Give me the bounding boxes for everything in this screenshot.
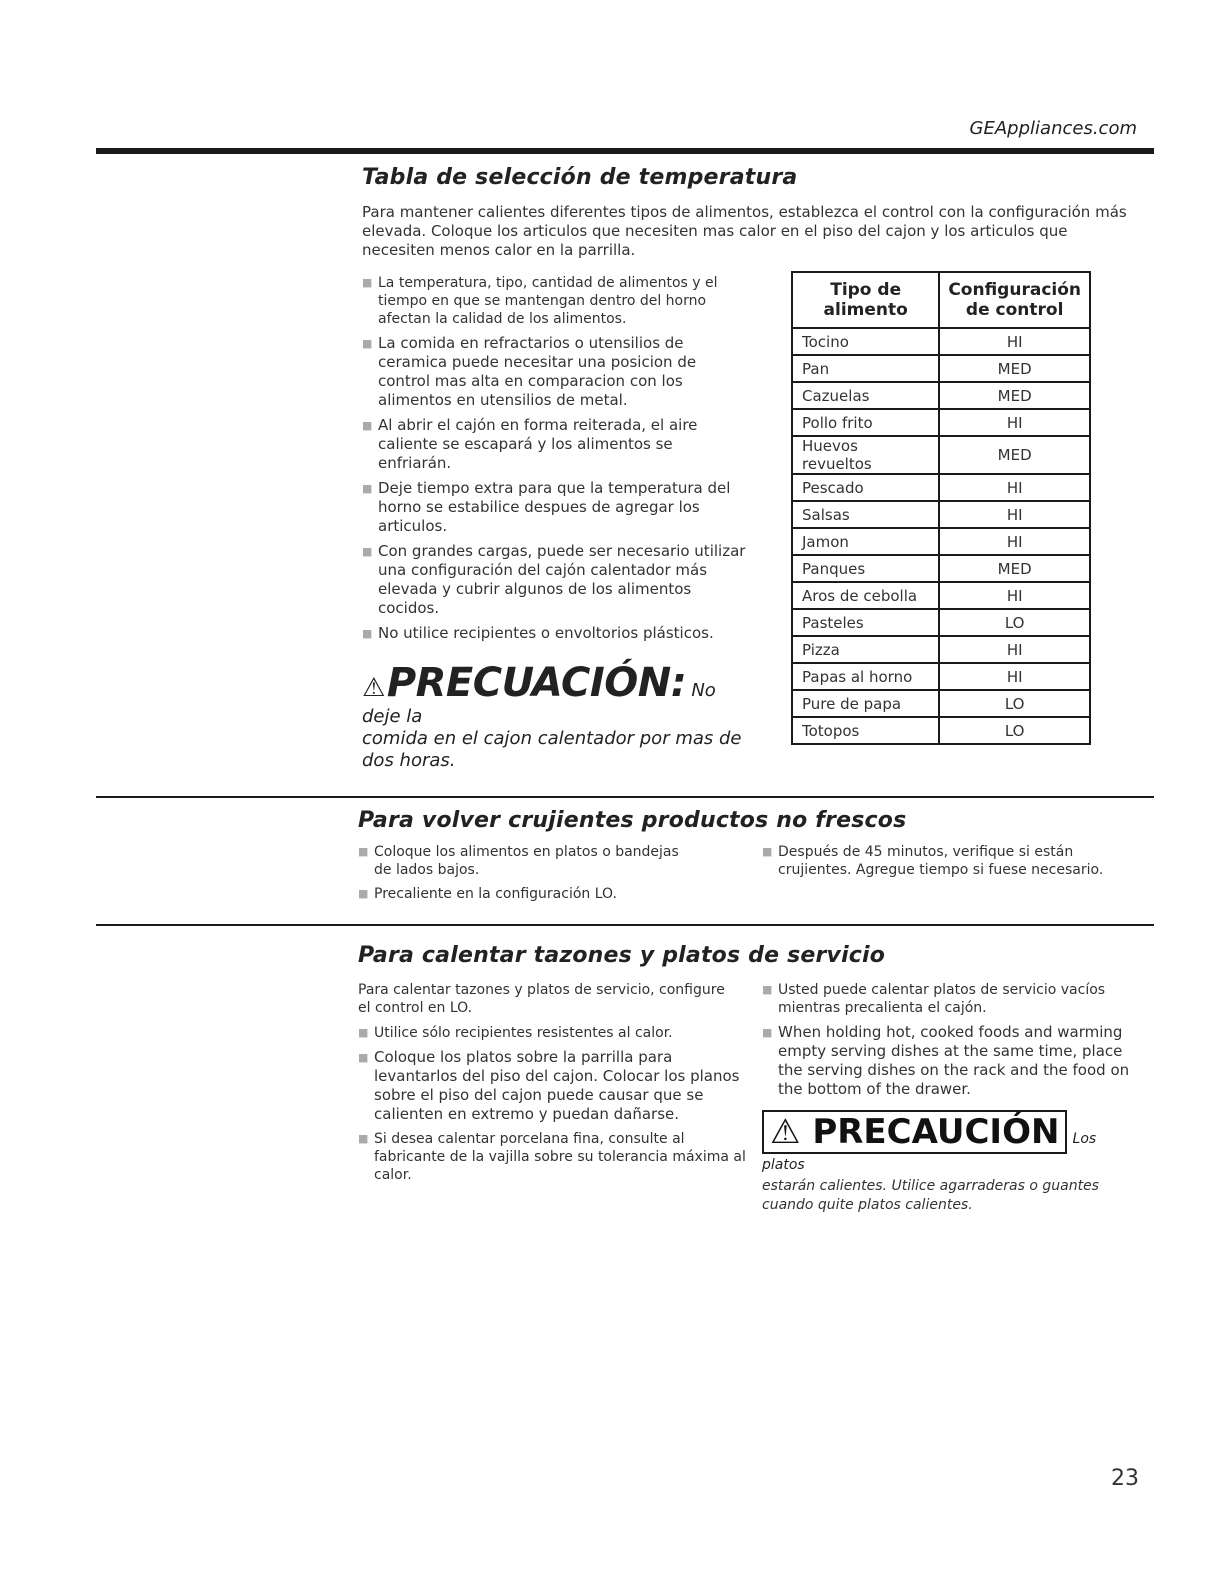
list-item: ■ Con grandes cargas, puede ser necesario utilizar una configuración del cajón calentador más elevada y cubrir algunos de los alimentos cocidos. <box>362 542 747 618</box>
setting-cell: MED <box>939 555 1090 582</box>
warning-icon: ⚠ <box>362 673 385 703</box>
table-row <box>792 528 1090 555</box>
list-item: ■ Si desea calentar porcelana fina, consulte al fabricante de la vajilla sobre su tolerancia máxima al calor. <box>358 1130 748 1184</box>
food-cell: Panques <box>792 555 939 582</box>
header-rule <box>96 148 1154 154</box>
caution-lead: No deje la <box>362 680 716 727</box>
setting-cell: MED <box>939 436 1090 474</box>
list-item: ■ Coloque los platos sobre la parrilla para levantarlos del piso del cajon. Colocar los planos sobre el piso del cajon puede causar que se calienten en extremo y puedan dañarse. <box>358 1048 748 1124</box>
section2-left-bullets <box>358 843 688 909</box>
table-row <box>792 717 1090 744</box>
table-row <box>792 436 1090 474</box>
setting-cell: LO <box>939 717 1090 744</box>
table-row <box>792 501 1090 528</box>
caution-note-2 <box>762 1110 1142 1215</box>
list-item: ■ Al abrir el cajón en forma reiterada, el aire caliente se escapará y los alimentos se enfriarán. <box>362 416 747 473</box>
setting-cell: MED <box>939 355 1090 382</box>
table-row <box>792 555 1090 582</box>
setting-cell: HI <box>939 474 1090 501</box>
column-header-setting: Configuración de control <box>939 272 1090 328</box>
table-row <box>792 690 1090 717</box>
setting-cell: HI <box>939 328 1090 355</box>
food-cell: Aros de cebolla <box>792 582 939 609</box>
section-title-crisp: Para volver crujientes productos no frescos <box>358 808 907 833</box>
caution-word: PRECUACIÓN: <box>386 660 687 706</box>
section3-intro: Para calentar tazones y platos de servicio, configure el control en LO. <box>358 982 725 1016</box>
section3-right-bullets <box>762 981 1142 1105</box>
setting-cell: HI <box>939 501 1090 528</box>
table-row <box>792 355 1090 382</box>
setting-cell: MED <box>939 382 1090 409</box>
list-item: ■ Después de 45 minutos, verifique si están crujientes. Agregue tiempo si fuese necesario. <box>762 843 1142 879</box>
setting-cell: HI <box>939 528 1090 555</box>
food-cell: Pollo frito <box>792 409 939 436</box>
table-row <box>792 328 1090 355</box>
food-cell: Totopos <box>792 717 939 744</box>
list-item: ■ Deje tiempo extra para que la temperatura del horno se estabilice despues de agregar los articulos. <box>362 479 747 536</box>
section-divider <box>96 924 1154 926</box>
setting-cell: HI <box>939 582 1090 609</box>
food-cell: Huevos revueltos <box>792 436 939 474</box>
list-item: ■ Utilice sólo recipientes resistentes al calor. <box>358 1024 748 1042</box>
caution-box <box>762 1110 1067 1154</box>
list-item: ■ La temperatura, tipo, cantidad de alimentos y el tiempo en que se mantengan dentro del horno afectan la calidad de los alimentos. <box>362 274 747 328</box>
setting-cell: HI <box>939 663 1090 690</box>
section1-intro: Para mantener calientes diferentes tipos de alimentos, establezca el control con la configuración más elevada. Coloque los articulos que necesiten mas calor en el piso del cajon y los articulos que necesiten menos calor en la parrilla. <box>362 203 1127 259</box>
temperature-table <box>791 271 1091 745</box>
setting-cell: LO <box>939 690 1090 717</box>
setting-cell: HI <box>939 409 1090 436</box>
section1-bullets <box>362 274 747 649</box>
caution-text: estarán calientes. Utilice agarraderas o guantes cuando quite platos calientes. <box>762 1178 1099 1213</box>
section-divider <box>96 796 1154 798</box>
section-title-dishes: Para calentar tazones y platos de servicio <box>358 943 886 968</box>
table-row <box>792 636 1090 663</box>
table-body <box>792 328 1090 744</box>
food-cell: Pasteles <box>792 609 939 636</box>
section2-right-bullets <box>762 843 1142 885</box>
table-row <box>792 409 1090 436</box>
table-row <box>792 582 1090 609</box>
food-cell: Jamon <box>792 528 939 555</box>
site-url: GEAppliances.com <box>969 118 1137 139</box>
table-row <box>792 663 1090 690</box>
food-cell: Papas al horno <box>792 663 939 690</box>
list-item: ■ Coloque los alimentos en platos o bandejas de lados bajos. <box>358 843 688 879</box>
warning-icon: ⚠ <box>770 1112 801 1152</box>
caution-note-1 <box>362 660 752 772</box>
food-cell: Tocino <box>792 328 939 355</box>
caution-text: comida en el cajon calentador por mas de dos horas. <box>362 728 742 771</box>
page-number: 23 <box>1111 1466 1139 1491</box>
setting-cell: HI <box>939 636 1090 663</box>
list-item: ■ Precaliente en la configuración LO. <box>358 885 688 903</box>
table-row <box>792 474 1090 501</box>
food-cell: Pan <box>792 355 939 382</box>
column-header-food: Tipo de alimento <box>792 272 939 328</box>
table-row <box>792 609 1090 636</box>
setting-cell: LO <box>939 609 1090 636</box>
list-item: ■ Usted puede calentar platos de servicio vacíos mientras precalienta el cajón. <box>762 981 1142 1017</box>
list-item: ■ No utilice recipientes o envoltorios plásticos. <box>362 624 747 643</box>
food-cell: Cazuelas <box>792 382 939 409</box>
section-title-temperature-table: Tabla de selección de temperatura <box>362 165 798 190</box>
food-cell: Salsas <box>792 501 939 528</box>
caution-word: PRECAUCIÓN <box>812 1112 1060 1152</box>
food-cell: Pizza <box>792 636 939 663</box>
table-row <box>792 382 1090 409</box>
food-cell: Pure de papa <box>792 690 939 717</box>
section3-left-bullets <box>358 1024 748 1190</box>
table-header-row <box>792 272 1090 328</box>
list-item: ■ La comida en refractarios o utensilios de ceramica puede necesitar una posicion de control mas alta en comparacion con los alimentos en utensilios de metal. <box>362 334 747 410</box>
food-cell: Pescado <box>792 474 939 501</box>
caution-lead: Los platos <box>762 1131 1097 1173</box>
list-item: ■ When holding hot, cooked foods and warming empty serving dishes at the same time, place the serving dishes on the rack and the food on the bottom of the drawer. <box>762 1023 1142 1099</box>
